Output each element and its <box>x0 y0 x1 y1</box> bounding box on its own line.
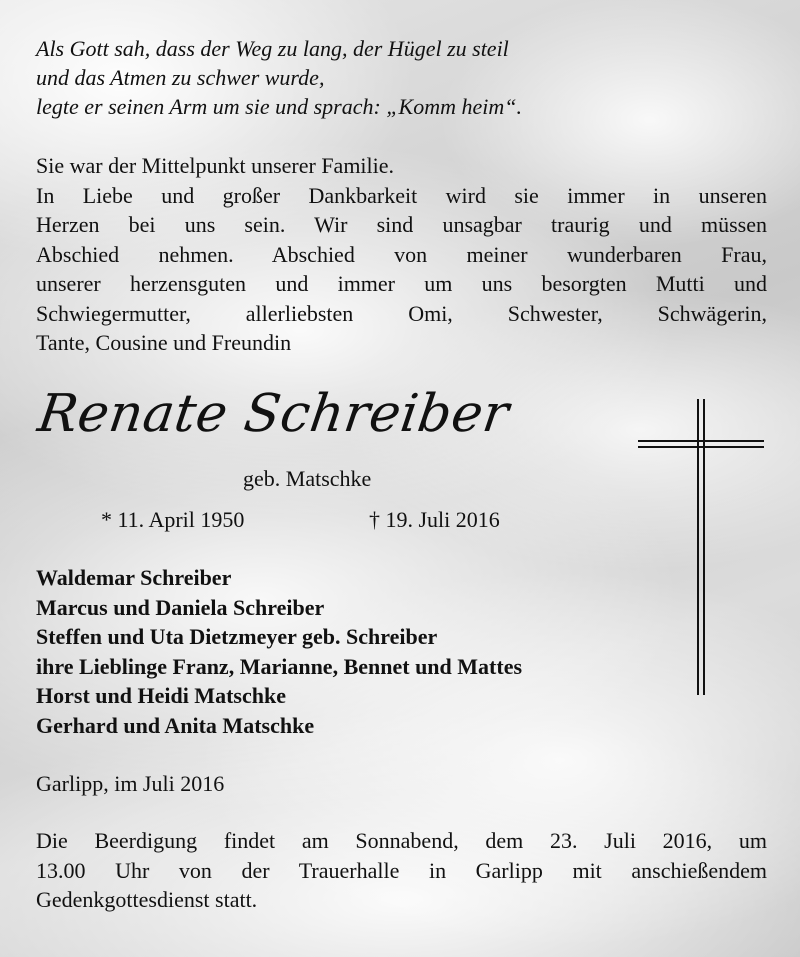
birth-date: * 11. April 1950 <box>101 507 245 532</box>
mourner-entry: Waldemar Schreiber <box>36 565 232 590</box>
intro-line: Sie war der Mittelpunkt unserer Familie. <box>36 153 395 178</box>
funeral-line: Die Beerdigung findet am Sonnabend, dem 23. Juli 2016, um <box>36 828 767 853</box>
verse-line: legte er seinen Arm um sie und sprach: „Komm heim“. <box>36 94 522 119</box>
intro-line: Abschied nehmen. Abschied von meiner wunderbaren Frau, <box>36 241 767 267</box>
intro-line: Tante, Cousine und Freundin <box>36 330 292 355</box>
verse-block <box>36 34 756 121</box>
deceased-name: Renate Schreiber <box>34 384 513 444</box>
mourner-entry: ihre Lieblinge Franz, Marianne, Bennet und Mattes <box>36 653 523 679</box>
maiden-name: geb. Matschke <box>243 466 372 491</box>
death-date: † 19. Juli 2016 <box>369 507 500 532</box>
mourner-entry: Gerhard und Anita Matschke <box>36 712 315 738</box>
funeral-line: 13.00 Uhr von der Trauerhalle in Garlipp mit anschießendem <box>36 857 767 883</box>
funeral-line: Gedenkgottesdienst statt. <box>36 887 258 912</box>
place-and-date: Garlipp, im Juli 2016 <box>36 771 225 796</box>
intro-paragraph <box>36 151 767 358</box>
funeral-notice <box>36 826 767 915</box>
intro-line: unserer herzensguten und immer um uns besorgten Mutti und <box>36 271 767 296</box>
mourner-entry: Marcus und Daniela Schreiber <box>36 594 325 620</box>
mourner-entry: Steffen und Uta Dietzmeyer geb. Schreiber <box>36 624 438 649</box>
mourner-entry: Horst und Heidi Matschke <box>36 683 286 708</box>
mourners-list <box>36 563 522 740</box>
cross-icon <box>636 397 766 697</box>
verse-line: Als Gott sah, dass der Weg zu lang, der Hügel zu steil <box>36 36 509 61</box>
intro-line: Schwiegermutter, allerliebsten Omi, Schwester, Schwägerin, <box>36 300 767 326</box>
verse-line: und das Atmen zu schwer wurde, <box>36 65 325 90</box>
intro-line: In Liebe und großer Dankbarkeit wird sie immer in unseren <box>36 182 767 208</box>
intro-line: Herzen bei uns sein. Wir sind unsagbar traurig und müssen <box>36 212 767 237</box>
